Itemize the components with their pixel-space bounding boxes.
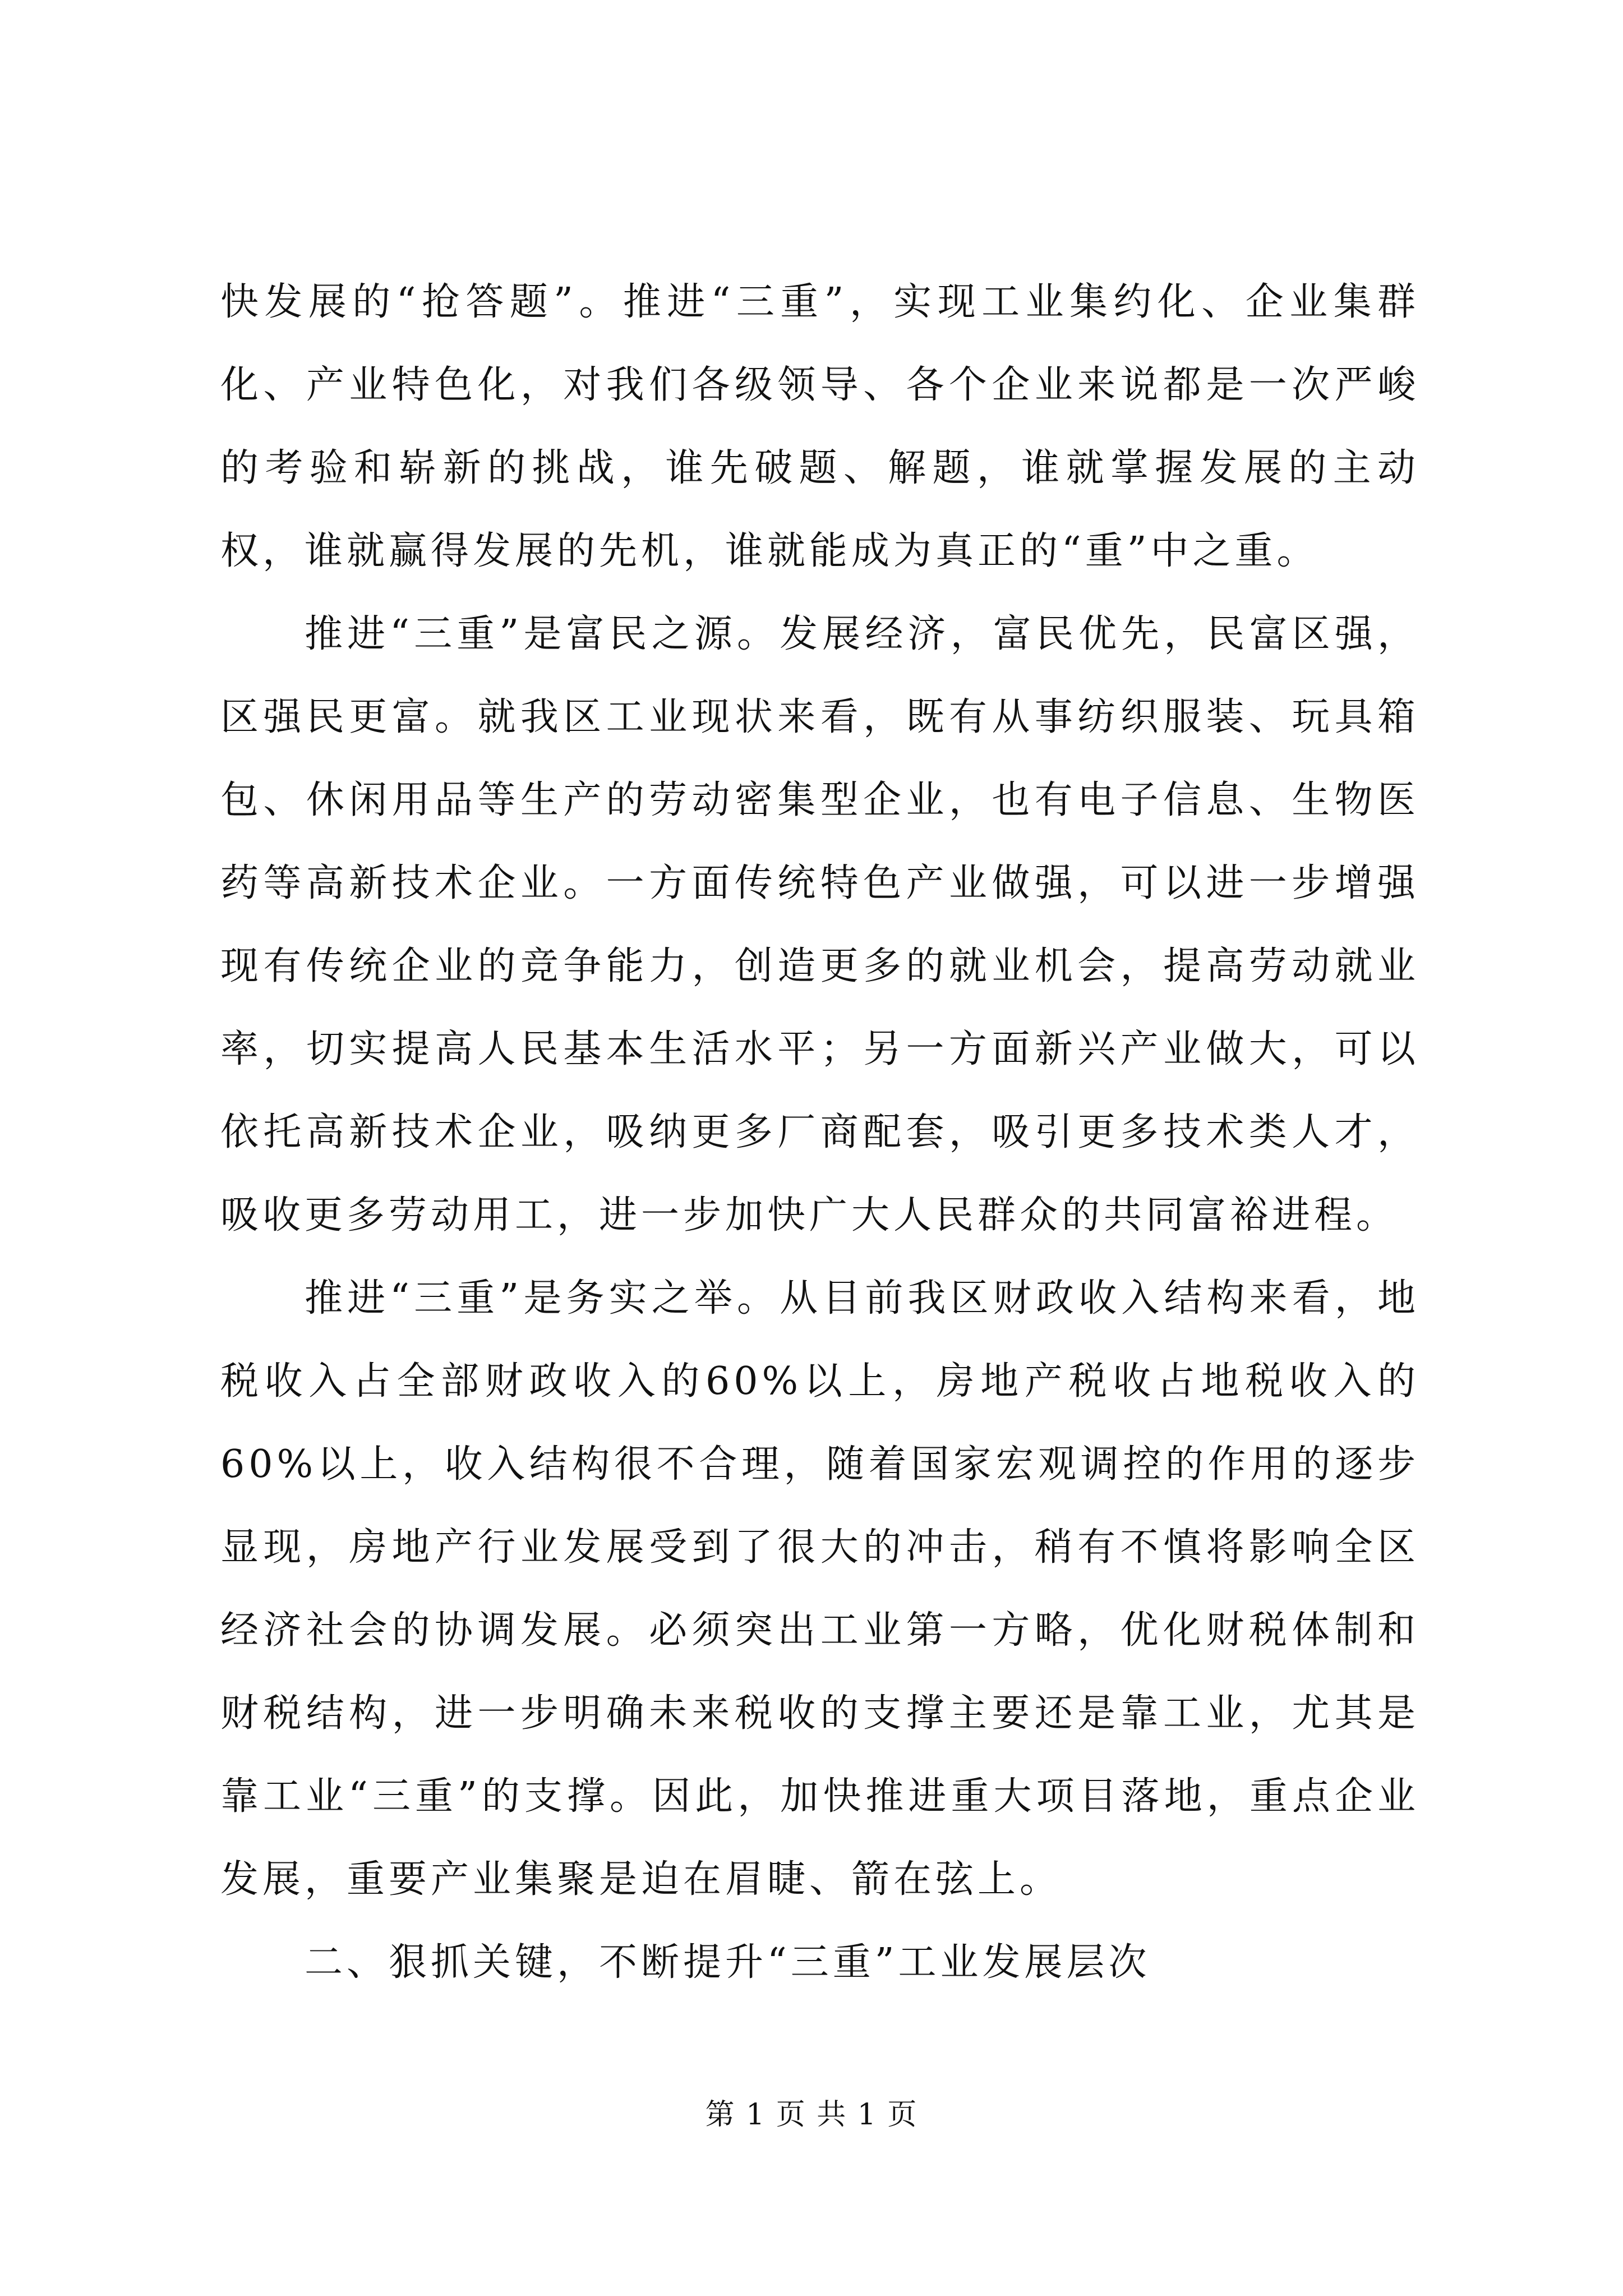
paragraph-3: 推进“三重”是务实之举。从目前我区财政收入结构来看，地税收入占全部财政收入的60%以上，房地产税收占地税收入的60%以上，收入结构很不合理，随着国家宏观调控的作用的逐步显现，房地产行业发展受到了很大的冲击，稍有不慎将影响全区经济社会的协调发展。必须突出工业第一方略，优化财税体制和财税结构，进一步明确未来税收的支撑主要还是靠工业，尤其是靠工业“三重”的支撑。因此，加快推进重大项目落地，重点企业发展，重要产业集聚是迫在眉睫、箭在弦上。 [220,1276,1419,1902]
page-footer: 第 1 页 共 1 页 [705,2098,918,2132]
paragraph-1: 快发展的“抢答题”。推进“三重”，实现工业集约化、企业集群化、产业特色化，对我们各级领导、各个企业来说都是一次严峻的考验和崭新的挑战，谁先破题、解题，谁就掌握发展的主动权，谁就赢得发展的先机，谁就能成为真正的“重”中之重。 [220,280,1419,573]
section-heading: 二、狠抓关键，不断提升“三重”工业发展层次 [305,1940,1151,1985]
document-body [220,261,1419,2004]
paragraph-2: 推进“三重”是富民之源。发展经济，富民优先，民富区强，区强民更富。就我区工业现状来看，既有从事纺织服装、玩具箱包、休闲用品等生产的劳动密集型企业，也有电子信息、生物医药等高新技术企业。一方面传统特色产业做强，可以进一步增强现有传统企业的竞争能力，创造更多的就业机会，提高劳动就业率，切实提高人民基本生活水平；另一方面新兴产业做大，可以依托高新技术企业，吸纳更多厂商配套，吸引更多技术类人才，吸收更多劳动用工，进一步加快广大人民群众的共同富裕进程。 [220,612,1419,1237]
